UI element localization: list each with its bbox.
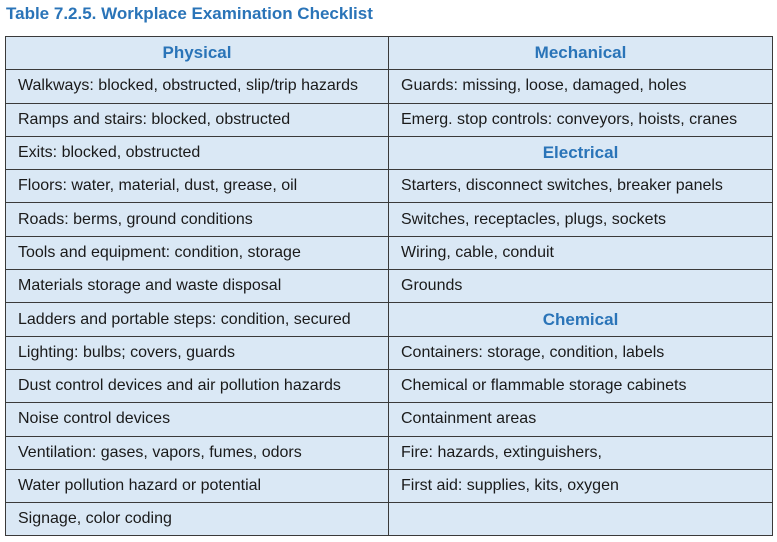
- table-row: [6, 170, 773, 203]
- table-row: [6, 469, 773, 502]
- checklist-item-cell: Guards: missing, loose, damaged, holes: [389, 70, 773, 103]
- checklist-item-cell: Exits: blocked, obstructed: [6, 136, 389, 169]
- empty-cell: [389, 503, 773, 536]
- checklist-item-cell: First aid: supplies, kits, oxygen: [389, 469, 773, 502]
- checklist-body: [6, 37, 773, 536]
- section-header-cell: Electrical: [389, 136, 773, 169]
- section-header-cell: Physical: [6, 37, 389, 70]
- table-row: [6, 103, 773, 136]
- table-row: [6, 303, 773, 336]
- checklist-item-cell: Materials storage and waste disposal: [6, 270, 389, 303]
- checklist-item-cell: Floors: water, material, dust, grease, oil: [6, 170, 389, 203]
- checklist-item-cell: Roads: berms, ground conditions: [6, 203, 389, 236]
- table-row: [6, 37, 773, 70]
- checklist-item-cell: Starters, disconnect switches, breaker panels: [389, 170, 773, 203]
- checklist-item-cell: Containment areas: [389, 403, 773, 436]
- section-header-cell: Chemical: [389, 303, 773, 336]
- checklist-table: [5, 36, 773, 536]
- checklist-item-cell: Ladders and portable steps: condition, secured: [6, 303, 389, 336]
- checklist-item-cell: Lighting: bulbs; covers, guards: [6, 336, 389, 369]
- checklist-item-cell: Ventilation: gases, vapors, fumes, odors: [6, 436, 389, 469]
- checklist-item-cell: Dust control devices and air pollution hazards: [6, 369, 389, 402]
- checklist-item-cell: Containers: storage, condition, labels: [389, 336, 773, 369]
- table-row: [6, 403, 773, 436]
- checklist-item-cell: Noise control devices: [6, 403, 389, 436]
- table-row: [6, 436, 773, 469]
- checklist-item-cell: Water pollution hazard or potential: [6, 469, 389, 502]
- checklist-item-cell: Switches, receptacles, plugs, sockets: [389, 203, 773, 236]
- checklist-item-cell: Emerg. stop controls: conveyors, hoists, cranes: [389, 103, 773, 136]
- table-row: [6, 270, 773, 303]
- table-row: [6, 203, 773, 236]
- section-header-cell: Mechanical: [389, 37, 773, 70]
- checklist-item-cell: Chemical or flammable storage cabinets: [389, 369, 773, 402]
- table-row: [6, 336, 773, 369]
- checklist-item-cell: Signage, color coding: [6, 503, 389, 536]
- table-row: [6, 136, 773, 169]
- table-row: [6, 503, 773, 536]
- checklist-item-cell: Fire: hazards, extinguishers,: [389, 436, 773, 469]
- table-row: [6, 70, 773, 103]
- checklist-item-cell: Walkways: blocked, obstructed, slip/trip hazards: [6, 70, 389, 103]
- checklist-item-cell: Tools and equipment: condition, storage: [6, 236, 389, 269]
- table-title: Table 7.2.5. Workplace Examination Checklist: [6, 4, 373, 23]
- checklist-item-cell: Ramps and stairs: blocked, obstructed: [6, 103, 389, 136]
- table-row: [6, 236, 773, 269]
- table-row: [6, 369, 773, 402]
- checklist-item-cell: Grounds: [389, 270, 773, 303]
- checklist-item-cell: Wiring, cable, conduit: [389, 236, 773, 269]
